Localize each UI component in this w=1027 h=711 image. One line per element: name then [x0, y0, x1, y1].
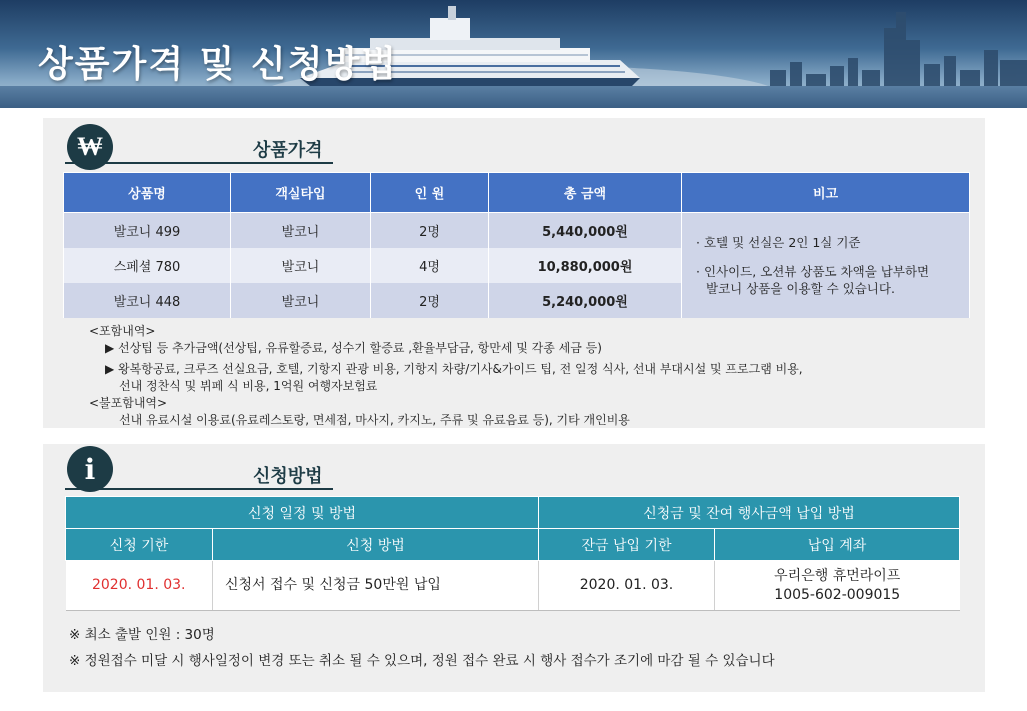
product-name: 발코니 448 — [64, 283, 231, 318]
header-banner — [0, 0, 1027, 108]
people-count: 4명 — [371, 248, 489, 283]
apply-title: 신청방법 — [253, 466, 323, 487]
included-item: ▶ 선상팁 등 추가금액(선상팁, 유류할증료, 성수기 할증료 ,환율부담금, 항만세 및 각종 세금 등) — [105, 341, 602, 355]
price-title: 상품가격 — [253, 140, 323, 161]
notes — [69, 622, 775, 674]
group-header-row — [66, 497, 960, 529]
page-title: 상품가격 및 신청방법 — [38, 44, 399, 85]
price-section — [43, 118, 985, 428]
inclusions-list — [89, 323, 803, 429]
balance-deadline: 2020. 01. 03. — [539, 561, 715, 611]
room-type: 발코니 — [231, 283, 371, 318]
col-header: 총 금액 — [489, 173, 682, 213]
bank-account-cell — [715, 561, 960, 611]
room-type: 발코니 — [231, 213, 371, 248]
group-header: 신청금 및 잔여 행사금액 납입 방법 — [539, 497, 960, 529]
section-underline — [65, 162, 333, 164]
apply-deadline: 2020. 01. 03. — [66, 561, 213, 611]
apply-method: 신청서 접수 및 신청금 50만원 납입 — [213, 561, 539, 611]
bank-name: 우리은행 휴먼라이프 — [774, 567, 901, 584]
table-row — [66, 561, 960, 611]
included-item: ▶ 왕복항공료, 크루즈 선실요금, 호텔, 기항지 관광 비용, 기항지 차량/기사&가이드 팁, 전 일정 식사, 선내 부대시설 및 프로그램 비용, — [105, 362, 803, 376]
price-table — [63, 172, 970, 318]
col-header: 잔금 납입 기한 — [539, 529, 715, 561]
won-icon: ₩ — [67, 124, 113, 170]
excluded-item: 선내 유료시설 이용료(유료레스토랑, 면세점, 마사지, 카지노, 주류 및 유료음료 등), 기타 개인비용 — [119, 413, 630, 427]
col-header: 신청 방법 — [213, 529, 539, 561]
section-underline — [65, 488, 333, 490]
group-header: 신청 일정 및 방법 — [66, 497, 539, 529]
remarks-cell — [682, 213, 970, 318]
total-amount: 5,240,000원 — [489, 283, 682, 318]
people-count: 2명 — [371, 213, 489, 248]
product-name: 발코니 499 — [64, 213, 231, 248]
table-row — [64, 213, 970, 248]
col-header: 상품명 — [64, 173, 231, 213]
col-header: 객실타입 — [231, 173, 371, 213]
apply-section — [43, 444, 985, 692]
col-header: 인 원 — [371, 173, 489, 213]
water — [0, 86, 1027, 108]
total-amount: 5,440,000원 — [489, 213, 682, 248]
col-header: 납입 계좌 — [715, 529, 960, 561]
total-amount: 10,880,000원 — [489, 248, 682, 283]
note-line: ※ 최소 출발 인원 : 30명 — [69, 627, 215, 643]
account-number: 1005-602-009015 — [774, 586, 901, 603]
info-icon: i — [67, 446, 113, 492]
included-item: 선내 정찬식 및 뷔페 식 비용, 1억원 여행자보험료 — [119, 379, 378, 393]
people-count: 2명 — [371, 283, 489, 318]
note-line: ※ 정원접수 미달 시 행사일정이 변경 또는 취소 될 수 있으며, 정원 접수 완료 시 행사 접수가 조기에 마감 될 수 있습니다 — [69, 653, 775, 669]
excluded-header: <불포함내역> — [89, 396, 168, 410]
sub-header-row — [66, 529, 960, 561]
remark-line: · 호텔 및 선실은 2인 1실 기준 — [696, 234, 861, 250]
price-table-header — [64, 173, 970, 213]
col-header: 신청 기한 — [66, 529, 213, 561]
product-name: 스페셜 780 — [64, 248, 231, 283]
remark-line: 발코니 상품을 이용할 수 있습니다. — [706, 280, 895, 296]
room-type: 발코니 — [231, 248, 371, 283]
remark-line: · 인사이드, 오션뷰 상품도 차액을 납부하면 — [696, 263, 930, 279]
col-header: 비고 — [682, 173, 970, 213]
included-header: <포함내역> — [89, 324, 156, 338]
apply-table — [65, 496, 960, 611]
